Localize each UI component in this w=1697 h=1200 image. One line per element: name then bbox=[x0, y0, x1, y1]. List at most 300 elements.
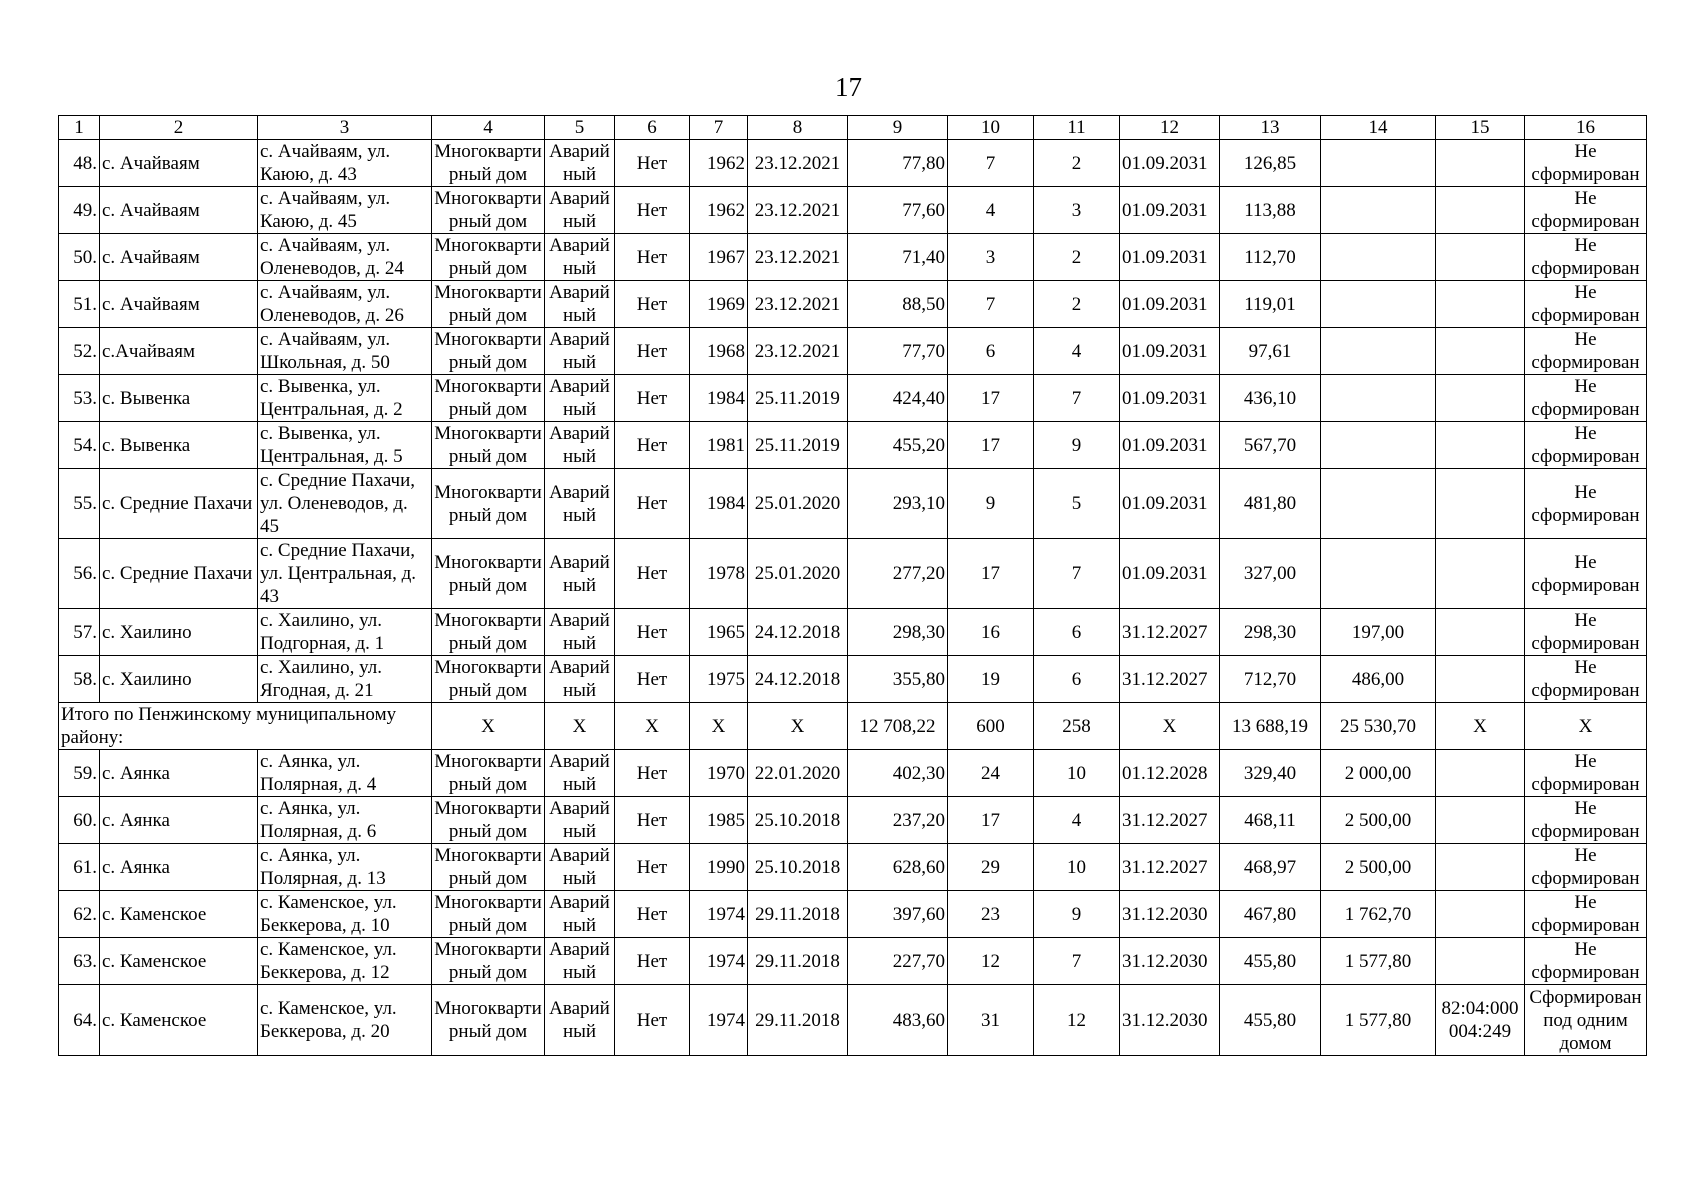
col16-cell: Не сформирован bbox=[1525, 234, 1647, 281]
status-cell: Аварийный bbox=[545, 281, 615, 328]
area-cell: 293,10 bbox=[848, 469, 948, 539]
house-type-cell: Многоквартирный дом bbox=[432, 469, 545, 539]
col14-cell bbox=[1321, 328, 1436, 375]
address-cell: с. Ачайваям, ул. Каюю, д. 45 bbox=[258, 187, 432, 234]
column-number-15: 15 bbox=[1436, 116, 1525, 140]
col10-cell: 24 bbox=[948, 750, 1034, 797]
year-cell: 1975 bbox=[690, 656, 748, 703]
col6-cell: Нет bbox=[615, 234, 690, 281]
deadline-cell: 31.12.2027 bbox=[1120, 609, 1220, 656]
col10-cell: 3 bbox=[948, 234, 1034, 281]
col14-cell bbox=[1321, 422, 1436, 469]
col10-cell: 31 bbox=[948, 985, 1034, 1056]
col6-cell: Нет bbox=[615, 750, 690, 797]
year-cell: 1984 bbox=[690, 375, 748, 422]
col13-cell: 436,10 bbox=[1220, 375, 1321, 422]
date-cell: 25.11.2019 bbox=[748, 422, 848, 469]
table-row bbox=[59, 750, 1647, 797]
col13-cell: 481,80 bbox=[1220, 469, 1321, 539]
col10-cell: 7 bbox=[948, 281, 1034, 328]
settlement-cell: с. Каменское bbox=[100, 985, 258, 1056]
area-cell: 77,60 bbox=[848, 187, 948, 234]
status-cell: Аварийный bbox=[545, 234, 615, 281]
col13-cell: 119,01 bbox=[1220, 281, 1321, 328]
col13-cell: 468,97 bbox=[1220, 844, 1321, 891]
year-cell: 1970 bbox=[690, 750, 748, 797]
address-cell: с. Вывенка, ул. Центральная, д. 5 bbox=[258, 422, 432, 469]
date-cell: 29.11.2018 bbox=[748, 938, 848, 985]
col14-cell: 486,00 bbox=[1321, 656, 1436, 703]
total-c5-cell: X bbox=[545, 703, 615, 750]
house-type-cell: Многоквартирный дом bbox=[432, 609, 545, 656]
date-cell: 23.12.2021 bbox=[748, 281, 848, 328]
deadline-cell: 01.09.2031 bbox=[1120, 281, 1220, 328]
col14-cell: 197,00 bbox=[1321, 609, 1436, 656]
col10-cell: 29 bbox=[948, 844, 1034, 891]
col16-cell: Не сформирован bbox=[1525, 656, 1647, 703]
col14-cell bbox=[1321, 140, 1436, 187]
deadline-cell: 31.12.2030 bbox=[1120, 985, 1220, 1056]
col15-cell bbox=[1436, 656, 1525, 703]
col13-cell: 567,70 bbox=[1220, 422, 1321, 469]
page-number: 17 bbox=[835, 72, 862, 102]
total-c6-cell: X bbox=[615, 703, 690, 750]
col15-cell bbox=[1436, 938, 1525, 985]
column-number-11: 11 bbox=[1034, 116, 1120, 140]
col10-cell: 17 bbox=[948, 422, 1034, 469]
settlement-cell: с. Аянка bbox=[100, 750, 258, 797]
house-type-cell: Многоквартирный дом bbox=[432, 539, 545, 609]
deadline-cell: 31.12.2027 bbox=[1120, 656, 1220, 703]
col10-cell: 12 bbox=[948, 938, 1034, 985]
column-number-16: 16 bbox=[1525, 116, 1647, 140]
settlement-cell: с. Средние Пахачи bbox=[100, 539, 258, 609]
settlement-cell: с. Аянка bbox=[100, 797, 258, 844]
year-cell: 1990 bbox=[690, 844, 748, 891]
settlement-cell: с. Хаилино bbox=[100, 656, 258, 703]
col6-cell: Нет bbox=[615, 609, 690, 656]
col11-cell: 3 bbox=[1034, 187, 1120, 234]
year-cell: 1965 bbox=[690, 609, 748, 656]
col15-cell bbox=[1436, 234, 1525, 281]
house-type-cell: Многоквартирный дом bbox=[432, 281, 545, 328]
address-cell: с. Аянка, ул. Полярная, д. 13 bbox=[258, 844, 432, 891]
column-number-2: 2 bbox=[100, 116, 258, 140]
area-cell: 277,20 bbox=[848, 539, 948, 609]
house-type-cell: Многоквартирный дом bbox=[432, 328, 545, 375]
column-number-14: 14 bbox=[1321, 116, 1436, 140]
deadline-cell: 01.09.2031 bbox=[1120, 375, 1220, 422]
col6-cell: Нет bbox=[615, 328, 690, 375]
house-type-cell: Многоквартирный дом bbox=[432, 891, 545, 938]
date-cell: 25.10.2018 bbox=[748, 844, 848, 891]
total-c9-cell: 12 708,22 bbox=[848, 703, 948, 750]
table-row bbox=[59, 375, 1647, 422]
col11-cell: 4 bbox=[1034, 328, 1120, 375]
col6-cell: Нет bbox=[615, 469, 690, 539]
col11-cell: 5 bbox=[1034, 469, 1120, 539]
col14-cell: 1 762,70 bbox=[1321, 891, 1436, 938]
settlement-cell: с. Ачайваям bbox=[100, 187, 258, 234]
year-cell: 1967 bbox=[690, 234, 748, 281]
address-cell: с. Каменское, ул. Беккерова, д. 20 bbox=[258, 985, 432, 1056]
col11-cell: 10 bbox=[1034, 750, 1120, 797]
col15-cell bbox=[1436, 609, 1525, 656]
status-cell: Аварийный bbox=[545, 539, 615, 609]
deadline-cell: 01.09.2031 bbox=[1120, 234, 1220, 281]
date-cell: 23.12.2021 bbox=[748, 140, 848, 187]
col6-cell: Нет bbox=[615, 281, 690, 328]
column-number-10: 10 bbox=[948, 116, 1034, 140]
date-cell: 25.10.2018 bbox=[748, 797, 848, 844]
col13-cell: 329,40 bbox=[1220, 750, 1321, 797]
house-type-cell: Многоквартирный дом bbox=[432, 750, 545, 797]
area-cell: 424,40 bbox=[848, 375, 948, 422]
row-number: 55. bbox=[59, 469, 100, 539]
status-cell: Аварийный bbox=[545, 422, 615, 469]
area-cell: 355,80 bbox=[848, 656, 948, 703]
deadline-cell: 31.12.2027 bbox=[1120, 844, 1220, 891]
table-row bbox=[59, 422, 1647, 469]
deadline-cell: 01.09.2031 bbox=[1120, 539, 1220, 609]
col15-cell bbox=[1436, 375, 1525, 422]
settlement-cell: с. Вывенка bbox=[100, 422, 258, 469]
settlement-cell: с. Каменское bbox=[100, 938, 258, 985]
col13-cell: 97,61 bbox=[1220, 328, 1321, 375]
column-number-12: 12 bbox=[1120, 116, 1220, 140]
column-number-13: 13 bbox=[1220, 116, 1321, 140]
status-cell: Аварийный bbox=[545, 844, 615, 891]
col10-cell: 17 bbox=[948, 375, 1034, 422]
year-cell: 1978 bbox=[690, 539, 748, 609]
col14-cell bbox=[1321, 539, 1436, 609]
row-number: 56. bbox=[59, 539, 100, 609]
col16-cell: Не сформирован bbox=[1525, 187, 1647, 234]
status-cell: Аварийный bbox=[545, 985, 615, 1056]
col16-cell: Не сформирован bbox=[1525, 281, 1647, 328]
total-c14-cell: 25 530,70 bbox=[1321, 703, 1436, 750]
col14-cell: 2 500,00 bbox=[1321, 797, 1436, 844]
column-number-7: 7 bbox=[690, 116, 748, 140]
date-cell: 23.12.2021 bbox=[748, 234, 848, 281]
settlement-cell: с. Средние Пахачи bbox=[100, 469, 258, 539]
row-number: 51. bbox=[59, 281, 100, 328]
row-number: 63. bbox=[59, 938, 100, 985]
settlement-cell: с. Ачайваям bbox=[100, 234, 258, 281]
col11-cell: 6 bbox=[1034, 656, 1120, 703]
col16-cell: Не сформирован bbox=[1525, 469, 1647, 539]
col16-cell: Не сформирован bbox=[1525, 938, 1647, 985]
status-cell: Аварийный bbox=[545, 656, 615, 703]
col15-cell bbox=[1436, 797, 1525, 844]
col16-cell: Не сформирован bbox=[1525, 844, 1647, 891]
date-cell: 24.12.2018 bbox=[748, 656, 848, 703]
col16-cell: Не сформирован bbox=[1525, 797, 1647, 844]
date-cell: 29.11.2018 bbox=[748, 985, 848, 1056]
row-number: 59. bbox=[59, 750, 100, 797]
area-cell: 455,20 bbox=[848, 422, 948, 469]
status-cell: Аварийный bbox=[545, 938, 615, 985]
col16-cell: Не сформирован bbox=[1525, 609, 1647, 656]
col11-cell: 6 bbox=[1034, 609, 1120, 656]
row-number: 50. bbox=[59, 234, 100, 281]
total-c8-cell: X bbox=[748, 703, 848, 750]
year-cell: 1969 bbox=[690, 281, 748, 328]
house-type-cell: Многоквартирный дом bbox=[432, 375, 545, 422]
col16-cell: Не сформирован bbox=[1525, 140, 1647, 187]
col6-cell: Нет bbox=[615, 938, 690, 985]
year-cell: 1981 bbox=[690, 422, 748, 469]
col15-cell: 82:04:000004:249 bbox=[1436, 985, 1525, 1056]
col15-cell bbox=[1436, 422, 1525, 469]
col11-cell: 12 bbox=[1034, 985, 1120, 1056]
house-type-cell: Многоквартирный дом bbox=[432, 985, 545, 1056]
date-cell: 25.01.2020 bbox=[748, 469, 848, 539]
row-number: 52. bbox=[59, 328, 100, 375]
col13-cell: 298,30 bbox=[1220, 609, 1321, 656]
column-number-row bbox=[59, 116, 1647, 140]
col15-cell bbox=[1436, 844, 1525, 891]
row-number: 60. bbox=[59, 797, 100, 844]
address-cell: с. Аянка, ул. Полярная, д. 4 bbox=[258, 750, 432, 797]
year-cell: 1985 bbox=[690, 797, 748, 844]
col10-cell: 17 bbox=[948, 539, 1034, 609]
deadline-cell: 31.12.2030 bbox=[1120, 938, 1220, 985]
status-cell: Аварийный bbox=[545, 797, 615, 844]
total-c13-cell: 13 688,19 bbox=[1220, 703, 1321, 750]
status-cell: Аварийный bbox=[545, 750, 615, 797]
col14-cell bbox=[1321, 281, 1436, 328]
table-row bbox=[59, 281, 1647, 328]
col10-cell: 9 bbox=[948, 469, 1034, 539]
address-cell: с. Ачайваям, ул. Оленеводов, д. 26 bbox=[258, 281, 432, 328]
col13-cell: 455,80 bbox=[1220, 938, 1321, 985]
col10-cell: 17 bbox=[948, 797, 1034, 844]
address-cell: с. Хаилино, ул. Ягодная, д. 21 bbox=[258, 656, 432, 703]
col6-cell: Нет bbox=[615, 539, 690, 609]
area-cell: 77,80 bbox=[848, 140, 948, 187]
col13-cell: 455,80 bbox=[1220, 985, 1321, 1056]
table-row bbox=[59, 140, 1647, 187]
area-cell: 88,50 bbox=[848, 281, 948, 328]
col11-cell: 7 bbox=[1034, 938, 1120, 985]
table-row bbox=[59, 985, 1647, 1056]
col11-cell: 9 bbox=[1034, 422, 1120, 469]
total-c12-cell: X bbox=[1120, 703, 1220, 750]
total-c15-cell: X bbox=[1436, 703, 1525, 750]
status-cell: Аварийный bbox=[545, 609, 615, 656]
col6-cell: Нет bbox=[615, 985, 690, 1056]
house-type-cell: Многоквартирный дом bbox=[432, 797, 545, 844]
col11-cell: 10 bbox=[1034, 844, 1120, 891]
address-cell: с. Аянка, ул. Полярная, д. 6 bbox=[258, 797, 432, 844]
year-cell: 1974 bbox=[690, 938, 748, 985]
col15-cell bbox=[1436, 281, 1525, 328]
date-cell: 23.12.2021 bbox=[748, 187, 848, 234]
col13-cell: 112,70 bbox=[1220, 234, 1321, 281]
col15-cell bbox=[1436, 140, 1525, 187]
year-cell: 1974 bbox=[690, 891, 748, 938]
col6-cell: Нет bbox=[615, 140, 690, 187]
col15-cell bbox=[1436, 328, 1525, 375]
year-cell: 1984 bbox=[690, 469, 748, 539]
col6-cell: Нет bbox=[615, 844, 690, 891]
row-number: 48. bbox=[59, 140, 100, 187]
table-row bbox=[59, 891, 1647, 938]
col13-cell: 126,85 bbox=[1220, 140, 1321, 187]
table-row bbox=[59, 656, 1647, 703]
address-cell: с. Ачайваям, ул. Школьная, д. 50 bbox=[258, 328, 432, 375]
column-number-8: 8 bbox=[748, 116, 848, 140]
col15-cell bbox=[1436, 469, 1525, 539]
settlement-cell: с. Ачайваям bbox=[100, 281, 258, 328]
house-type-cell: Многоквартирный дом bbox=[432, 938, 545, 985]
col15-cell bbox=[1436, 750, 1525, 797]
col14-cell: 2 500,00 bbox=[1321, 844, 1436, 891]
date-cell: 23.12.2021 bbox=[748, 328, 848, 375]
col6-cell: Нет bbox=[615, 797, 690, 844]
settlement-cell: с. Аянка bbox=[100, 844, 258, 891]
address-cell: с. Ачайваям, ул. Каюю, д. 43 bbox=[258, 140, 432, 187]
row-number: 58. bbox=[59, 656, 100, 703]
col15-cell bbox=[1436, 891, 1525, 938]
deadline-cell: 31.12.2030 bbox=[1120, 891, 1220, 938]
column-number-3: 3 bbox=[258, 116, 432, 140]
col14-cell bbox=[1321, 234, 1436, 281]
settlement-cell: с. Каменское bbox=[100, 891, 258, 938]
col16-cell: Не сформирован bbox=[1525, 422, 1647, 469]
col11-cell: 7 bbox=[1034, 375, 1120, 422]
table-row bbox=[59, 187, 1647, 234]
deadline-cell: 01.09.2031 bbox=[1120, 422, 1220, 469]
table-row bbox=[59, 539, 1647, 609]
col10-cell: 23 bbox=[948, 891, 1034, 938]
area-cell: 402,30 bbox=[848, 750, 948, 797]
row-number: 57. bbox=[59, 609, 100, 656]
row-number: 49. bbox=[59, 187, 100, 234]
area-cell: 227,70 bbox=[848, 938, 948, 985]
address-cell: с. Хаилино, ул. Подгорная, д. 1 bbox=[258, 609, 432, 656]
col10-cell: 7 bbox=[948, 140, 1034, 187]
col14-cell: 1 577,80 bbox=[1321, 985, 1436, 1056]
table-row bbox=[59, 609, 1647, 656]
row-number: 62. bbox=[59, 891, 100, 938]
date-cell: 24.12.2018 bbox=[748, 609, 848, 656]
col16-cell: Не сформирован bbox=[1525, 375, 1647, 422]
col16-cell: Сформирован под одним домом bbox=[1525, 985, 1647, 1056]
col6-cell: Нет bbox=[615, 656, 690, 703]
year-cell: 1962 bbox=[690, 140, 748, 187]
col11-cell: 7 bbox=[1034, 539, 1120, 609]
address-cell: с. Каменское, ул. Беккерова, д. 12 bbox=[258, 938, 432, 985]
col13-cell: 327,00 bbox=[1220, 539, 1321, 609]
area-cell: 237,20 bbox=[848, 797, 948, 844]
col10-cell: 6 bbox=[948, 328, 1034, 375]
deadline-cell: 01.09.2031 bbox=[1120, 328, 1220, 375]
address-cell: с. Вывенка, ул. Центральная, д. 2 bbox=[258, 375, 432, 422]
table-row bbox=[59, 797, 1647, 844]
table-row bbox=[59, 234, 1647, 281]
col11-cell: 4 bbox=[1034, 797, 1120, 844]
row-number: 54. bbox=[59, 422, 100, 469]
area-cell: 71,40 bbox=[848, 234, 948, 281]
table-row bbox=[59, 469, 1647, 539]
date-cell: 29.11.2018 bbox=[748, 891, 848, 938]
address-cell: с. Средние Пахачи, ул. Центральная, д. 43 bbox=[258, 539, 432, 609]
total-label: Итого по Пенжинскому муниципальному району: bbox=[59, 703, 432, 750]
col16-cell: Не сформирован bbox=[1525, 328, 1647, 375]
col11-cell: 2 bbox=[1034, 281, 1120, 328]
house-type-cell: Многоквартирный дом bbox=[432, 422, 545, 469]
column-number-6: 6 bbox=[615, 116, 690, 140]
col6-cell: Нет bbox=[615, 422, 690, 469]
status-cell: Аварийный bbox=[545, 375, 615, 422]
deadline-cell: 31.12.2027 bbox=[1120, 797, 1220, 844]
row-number: 53. bbox=[59, 375, 100, 422]
col11-cell: 2 bbox=[1034, 234, 1120, 281]
date-cell: 22.01.2020 bbox=[748, 750, 848, 797]
col14-cell bbox=[1321, 187, 1436, 234]
year-cell: 1974 bbox=[690, 985, 748, 1056]
col6-cell: Нет bbox=[615, 375, 690, 422]
col14-cell: 2 000,00 bbox=[1321, 750, 1436, 797]
column-number-4: 4 bbox=[432, 116, 545, 140]
settlement-cell: с. Хаилино bbox=[100, 609, 258, 656]
area-cell: 628,60 bbox=[848, 844, 948, 891]
total-row bbox=[59, 703, 1647, 750]
address-cell: с. Средние Пахачи, ул. Оленеводов, д. 45 bbox=[258, 469, 432, 539]
date-cell: 25.11.2019 bbox=[748, 375, 848, 422]
col16-cell: Не сформирован bbox=[1525, 750, 1647, 797]
total-c7-cell: X bbox=[690, 703, 748, 750]
status-cell: Аварийный bbox=[545, 891, 615, 938]
settlement-cell: с. Вывенка bbox=[100, 375, 258, 422]
table-row bbox=[59, 328, 1647, 375]
settlement-cell: с. Ачайваям bbox=[100, 140, 258, 187]
col15-cell bbox=[1436, 187, 1525, 234]
house-type-cell: Многоквартирный дом bbox=[432, 140, 545, 187]
col11-cell: 2 bbox=[1034, 140, 1120, 187]
table-row bbox=[59, 844, 1647, 891]
column-number-5: 5 bbox=[545, 116, 615, 140]
area-cell: 483,60 bbox=[848, 985, 948, 1056]
col14-cell bbox=[1321, 375, 1436, 422]
house-type-cell: Многоквартирный дом bbox=[432, 187, 545, 234]
col13-cell: 468,11 bbox=[1220, 797, 1321, 844]
status-cell: Аварийный bbox=[545, 469, 615, 539]
column-number-9: 9 bbox=[848, 116, 948, 140]
total-c16-cell: X bbox=[1525, 703, 1647, 750]
col10-cell: 16 bbox=[948, 609, 1034, 656]
col14-cell bbox=[1321, 469, 1436, 539]
total-c11-cell: 258 bbox=[1034, 703, 1120, 750]
status-cell: Аварийный bbox=[545, 187, 615, 234]
area-cell: 298,30 bbox=[848, 609, 948, 656]
col11-cell: 9 bbox=[1034, 891, 1120, 938]
address-cell: с. Ачайваям, ул. Оленеводов, д. 24 bbox=[258, 234, 432, 281]
deadline-cell: 01.09.2031 bbox=[1120, 140, 1220, 187]
total-c4-cell: X bbox=[432, 703, 545, 750]
col6-cell: Нет bbox=[615, 187, 690, 234]
deadline-cell: 01.12.2028 bbox=[1120, 750, 1220, 797]
year-cell: 1968 bbox=[690, 328, 748, 375]
total-c10-cell: 600 bbox=[948, 703, 1034, 750]
area-cell: 397,60 bbox=[848, 891, 948, 938]
house-type-cell: Многоквартирный дом bbox=[432, 656, 545, 703]
row-number: 64. bbox=[59, 985, 100, 1056]
col13-cell: 712,70 bbox=[1220, 656, 1321, 703]
deadline-cell: 01.09.2031 bbox=[1120, 187, 1220, 234]
